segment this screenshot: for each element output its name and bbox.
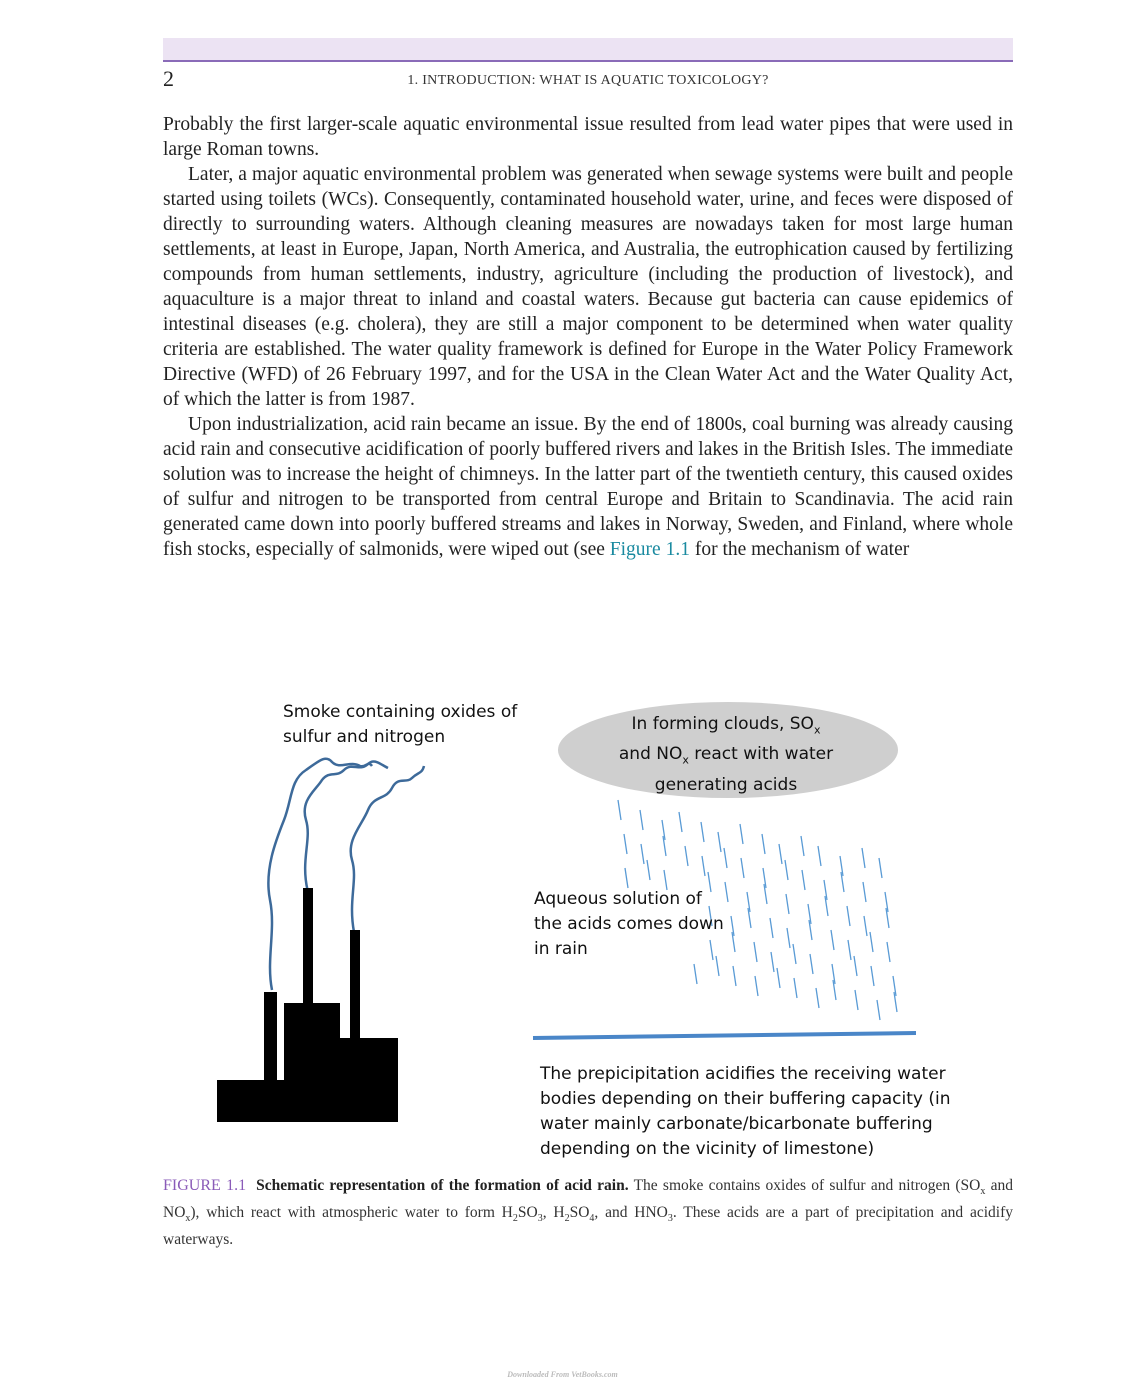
rain-drop <box>847 906 850 926</box>
smoke-label: Smoke containing oxides of sulfur and nitrogen <box>283 702 518 747</box>
rain-drop <box>754 942 757 962</box>
rain-drop <box>770 918 773 938</box>
footer-watermark: Downloaded From VetBooks.com <box>507 1370 618 1379</box>
figure-link[interactable]: Figure 1.1 <box>609 539 690 560</box>
rain-drop <box>862 848 865 868</box>
rain-drop <box>685 846 688 866</box>
rain-drop <box>740 824 743 844</box>
rain-drop <box>718 832 721 852</box>
rain-drop <box>702 856 705 876</box>
rain-drop <box>771 952 774 972</box>
smoke-wisp-2 <box>305 761 388 892</box>
rain-drop <box>694 964 697 984</box>
rain-drop <box>641 844 644 864</box>
rain-drop <box>863 882 866 902</box>
rain-drop <box>801 836 804 856</box>
paragraph-2: Later, a major aquatic environmental problem was generated when sewage systems were built and people started using toilets (WCs). Consequently, contaminated household water, urine, and feces were disposed of directly to surrounding waters. Although cleaning measures are nowadays taken for most large human settlements, at least in Europe, Japan, North America, and Australia, the eutrophication caused by fertilizing compounds from human settlements, industry, agriculture (including the production of livestock), and aquaculture is a major threat to inland and coastal waters. Because gut bacteria can cause epidemics of intestinal diseases (e.g. cholera), they are still a major component to be determined when water quality criteria are established. The water quality framework is defined for Europe in the Water Policy Framework Directive (WFD) of 26 February 1997, and for the USA in the Clean Water Act and the Water Quality Act, of which the latter is from 1987. <box>163 164 1013 410</box>
rain-drop <box>762 834 765 854</box>
rain-drop <box>640 810 643 830</box>
rain-drop <box>787 928 790 948</box>
running-head: 1. INTRODUCTION: WHAT IS AQUATIC TOXICOLOGY? <box>407 73 769 88</box>
rain-drop <box>741 858 744 878</box>
rain-drop <box>871 966 874 986</box>
rain-drop <box>724 848 727 868</box>
caption-title: Schematic representation of the formation of acid rain. <box>256 1177 629 1194</box>
cloud-label-line-1: In forming clouds, $SO_x$ <box>631 714 821 737</box>
caption-label: FIGURE 1.1 <box>163 1177 247 1194</box>
cloud-label-line-3: generating acids <box>654 774 798 795</box>
smoke-wisps <box>268 759 424 990</box>
rain-drop <box>786 894 789 914</box>
rain-drop <box>794 978 797 998</box>
factory-base-left <box>217 1080 287 1122</box>
page-number: 2 <box>163 66 174 91</box>
rain-drop <box>755 976 758 996</box>
rain-drop <box>625 868 628 888</box>
header-band <box>163 38 1013 62</box>
rain-drop <box>779 844 782 864</box>
factory-block-right <box>338 1038 398 1122</box>
cloud-label <box>596 712 856 798</box>
rain-drop <box>701 822 704 842</box>
rain-drop <box>879 858 882 878</box>
paragraph-1: Probably the first larger-scale aquatic environmental issue resulted from lead water pipes that were used in large Roman towns. <box>163 114 1013 160</box>
rain-drop <box>855 990 858 1010</box>
figure-caption: FIGURE 1.1 Schematic representation of the formation of acid rain. The smoke contains oxides of sulfur and nitrogen ($SO_x$ and $NO_x$), which react with atmospheric water to form $H_2SO_3$, $H_2SO_4$, and $HNO_3$. These acids are a part of precipitation and acidify waterways. <box>163 1177 1014 1249</box>
rain-drop <box>870 932 873 952</box>
water-surface <box>533 1033 916 1038</box>
rain-drop <box>725 882 728 902</box>
rain-label: Aqueous solution of the acids comes down in rain <box>534 889 724 959</box>
cloud-label-line-2: and $NO_x$ react with water <box>618 744 834 767</box>
chimney-left <box>264 992 277 1082</box>
rain-drop <box>864 916 867 936</box>
paragraph-3-tail: for the mechanism of water <box>689 539 910 560</box>
rain-drop <box>618 800 621 820</box>
acid-rain-figure <box>0 660 1125 1170</box>
factory-block <box>284 1003 340 1122</box>
rain-drop <box>802 870 805 890</box>
paragraph-3-text: Upon industrialization, acid rain became an issue. By the end of 1800s, coal burning was already causing acid rain and consecutive acidification of poorly buffered rivers and lakes in the British Isles. The immediate solution was to increase the height of chimneys. In the latter part of the twentieth century, this caused oxides of sulfur and nitrogen to be transported from central Europe and Britain to Scandinavia. The acid rain generated came down into poorly buffered streams and lakes in Norway, Sweden, and Finland, where whole fish stocks, especially of salmonids, were wiped out (see <box>163 414 1013 560</box>
rain-drop <box>848 940 851 960</box>
rain-drop <box>785 860 788 880</box>
rain-drop <box>831 930 834 950</box>
rain-drop <box>887 942 890 962</box>
precipitation-label: The prepicipitation acidifies the receiving water bodies depending on their buffering capacity (in water mainly carbonate/bicarbonate buffering depending on the vicinity of limestone) <box>540 1064 951 1159</box>
rain-drop <box>647 860 650 880</box>
rain-drop <box>818 846 821 866</box>
paragraph-3 <box>163 412 1013 562</box>
rain-drop <box>810 954 813 974</box>
chimney-right <box>350 930 360 1040</box>
rain-drop <box>679 812 682 832</box>
rain-drop <box>877 1000 880 1020</box>
rain-drop <box>793 944 796 964</box>
rain-drop <box>733 966 736 986</box>
smoke-wisp-3 <box>351 766 424 932</box>
factory-silhouette <box>217 888 398 1122</box>
rain-drop <box>624 834 627 854</box>
rain-drop <box>777 968 780 988</box>
body-text <box>163 112 1013 562</box>
chimney-tall <box>303 888 313 1006</box>
rain-drop <box>854 956 857 976</box>
rain-drop <box>816 988 819 1008</box>
